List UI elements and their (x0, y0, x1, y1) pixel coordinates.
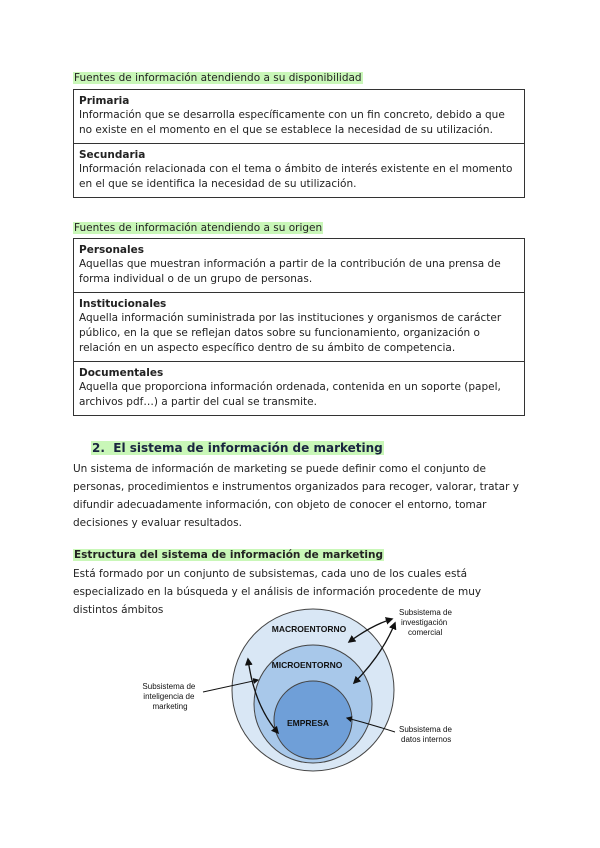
callout-datos-line: Subsistema de (399, 725, 452, 734)
callout-investigacion (399, 608, 454, 637)
estructura-paragraph: Está formado por un conjunto de subsistemas, cada uno de los cuales está especializado en la búsqueda y el análisis de información procedente de muy distintos ámbitos (73, 568, 482, 616)
section-number: 2. (92, 441, 105, 455)
row-title: Personales (79, 244, 144, 256)
row-text: Aquella información suministrada por las instituciones y organismos de carácter público, en la que se reflejan datos sobre su funcionamiento, organización o relación en un aspecto específico dentro de su ámbito de competencia. (79, 312, 502, 354)
callout-inteligencia-line: inteligencia de (143, 692, 195, 701)
row-text: Aquellas que muestran información a partir de la contribución de una prensa de forma individual o de un grupo de personas. (79, 258, 501, 285)
row-text: Información relacionada con el tema o ámbito de interés existente en el momento en el que se identifica la necesidad de su utilización. (79, 163, 513, 190)
estructura-heading: Estructura del sistema de información de marketing (74, 549, 383, 561)
macroentorno-label: MACROENTORNO (271, 624, 347, 634)
microentorno-label: MICROENTORNO (271, 660, 343, 670)
section-title-text: El sistema de información de marketing (113, 441, 383, 455)
section-heading-origen: Fuentes de información atendiendo a su origen (74, 222, 323, 234)
row-text: Aquella que proporciona información ordenada, contenida en un soporte (papel, archivos pdf…) a partir del cual se transmite. (79, 381, 501, 408)
callout-inteligencia-line: Subsistema de (142, 682, 196, 691)
row-text: Información que se desarrolla específicamente con un fin concreto, debido a que no existe en el momento en el que se establece la necesidad de su utilización. (79, 109, 505, 136)
callout-datos-line: datos internos (401, 735, 452, 744)
row-title: Documentales (79, 367, 164, 379)
section2-paragraph: Un sistema de información de marketing se puede definir como el conjunto de personas, procedimientos e instrumentos organizados para recoger, valorar, tratar y difundir adecuadamente información, con objeto de conocer el entorno, tomar decisiones y evaluar resultados. (73, 463, 519, 529)
callout-investigacion-line: Subsistema de (399, 608, 452, 617)
empresa-label: EMPRESA (286, 718, 330, 728)
callout-inteligencia (142, 682, 197, 711)
callout-inteligencia-line: marketing (152, 702, 188, 711)
row-title: Primaria (79, 95, 130, 107)
section-heading-disponibilidad: Fuentes de información atendiendo a su disponibilidad (74, 72, 362, 84)
callout-datos (399, 725, 454, 744)
callout-investigacion-line: comercial (408, 628, 443, 637)
row-title: Institucionales (79, 298, 167, 310)
callout-investigacion-line: investigación (401, 618, 448, 627)
row-title: Secundaria (79, 149, 146, 161)
